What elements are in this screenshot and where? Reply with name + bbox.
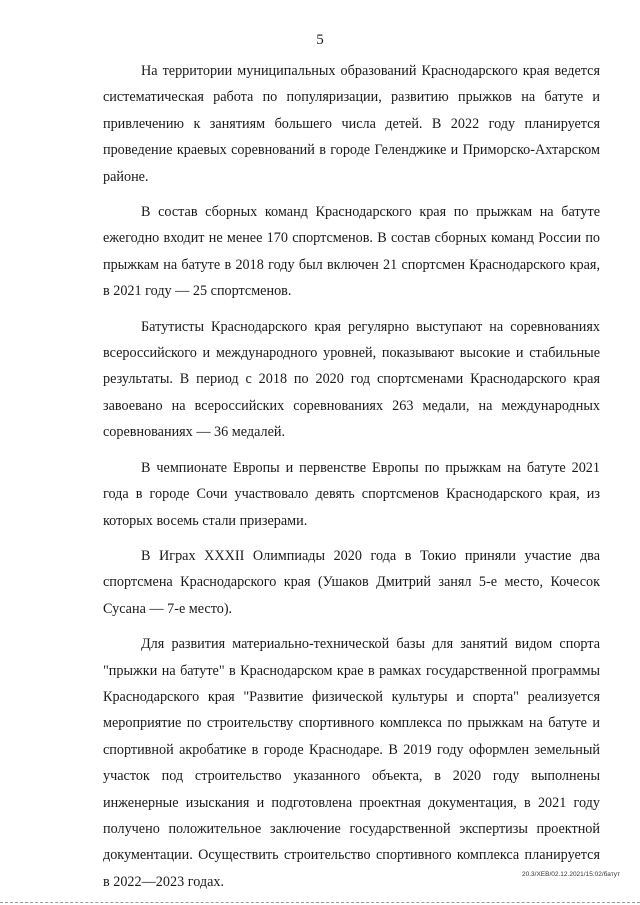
paragraph-2: В состав сборных команд Краснодарского края по прыжкам на батуте ежегодно входит не менее 170 спортсменов. В состав сборных команд России по прыжкам на батуте в 2018 году был включен 21 спортсмен Краснодарского края, в 2021 году — 25 спортсменов. — [103, 204, 600, 300]
document-body — [103, 58, 600, 904]
document-footer-code: 20.3/ХЕВ/02.12.2021/15:02/батут — [521, 871, 620, 878]
bottom-divider — [0, 902, 640, 903]
paragraph-4: В чемпионате Европы и первенстве Европы по прыжкам на батуте 2021 года в городе Сочи участвовало девять спортсменов Краснодарского края, из которых восемь стали призерами. — [103, 459, 600, 529]
page-number: 5 — [316, 32, 324, 48]
paragraph-6: Для развития материально-технической базы для занятий видом спорта "прыжки на батуте" в Краснодарском крае в рамках государственной программы Краснодарского края "Развитие физической культуры и спорта" реализуется мероприятие по строительству спортивного комплекса по прыжкам на батуте и спортивной акробатике в городе Краснодаре. В 2019 году оформлен земельный участок под строительство указанного объекта, в 2020 году выполнены инженерные изыскания и подготовлена проектная документация, в 2021 году получено положительное заключение государственной экспертизы проектной документации. Осуществить строительство спортивного комплекса планируется в 2022—2023 годах. — [103, 636, 600, 890]
paragraph-3: Батутисты Краснодарского края регулярно выступают на соревнованиях всероссийского и международного уровней, показывают высокие и стабильные результаты. В период с 2018 по 2020 год спортсменами Краснодарского края завоевано на всероссийских соревнованиях 263 медали, на международных соревнованиях — 36 медалей. — [103, 318, 600, 441]
paragraph-5: В Играх XXXII Олимпиады 2020 года в Токио приняли участие два спортсмена Краснодарского края (Ушаков Дмитрий занял 5-е место, Кочесок Сусана — 7-е место). — [103, 547, 600, 617]
paragraph-1: На территории муниципальных образований Краснодарского края ведется систематическая работа по популяризации, развитию прыжков на батуте и привлечению к занятиям большего числа детей. В 2022 году планируется проведение краевых соревнований в городе Геленджике и Приморско-Ахтарском районе. — [103, 63, 600, 185]
